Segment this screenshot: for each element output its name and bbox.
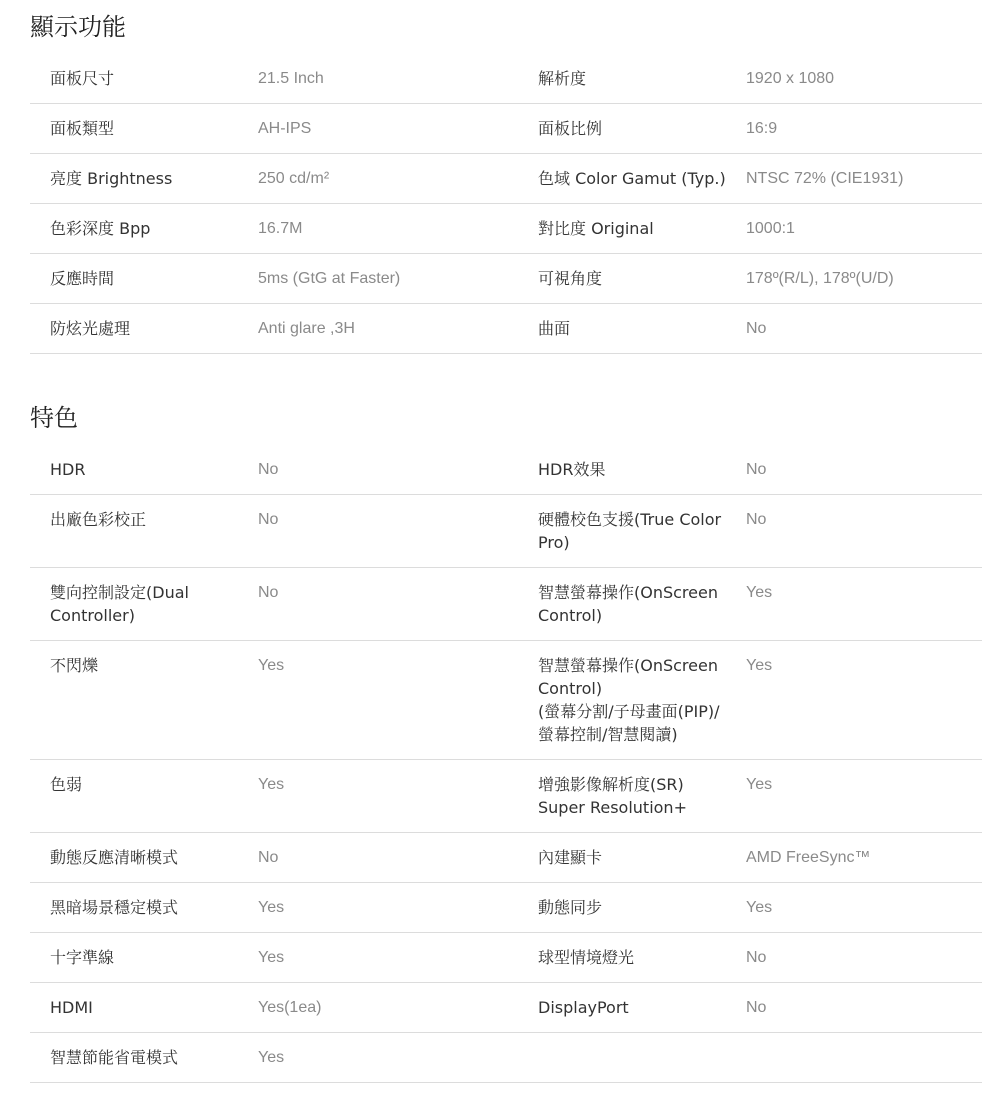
features-section — [30, 403, 982, 1083]
spec-row — [30, 883, 982, 933]
spec-value: Yes — [258, 657, 285, 674]
spec-label: 內建顯卡 — [538, 848, 603, 867]
spec-label: 亮度 Brightness — [50, 169, 173, 188]
spec-row — [30, 54, 982, 104]
spec-row — [30, 104, 982, 154]
spec-label: HDR — [50, 460, 86, 479]
features-spec-table — [30, 445, 982, 1083]
spec-row — [30, 445, 982, 495]
spec-label: 球型情境燈光 — [538, 948, 635, 967]
spec-value — [746, 1033, 982, 1082]
spec-label: 色彩深度 Bpp — [50, 219, 151, 238]
spec-value: No — [746, 999, 767, 1016]
spec-value: No — [746, 949, 767, 966]
spec-row — [30, 1033, 982, 1083]
spec-label: 曲面 — [538, 319, 571, 338]
spec-label: 不閃爍 — [50, 656, 99, 675]
spec-label: 色域 Color Gamut (Typ.) — [538, 169, 726, 188]
spec-value: Yes — [258, 776, 285, 793]
spec-value: 16:9 — [746, 120, 778, 137]
spec-value: AMD FreeSync™ — [746, 849, 871, 866]
spec-label: 面板比例 — [538, 119, 603, 138]
spec-label: 面板尺寸 — [50, 69, 115, 88]
spec-value: 178º(R/L), 178º(U/D) — [746, 270, 894, 287]
spec-label: 硬體校色支援(True Color Pro) — [538, 510, 722, 552]
spec-value: Yes — [746, 899, 773, 916]
spec-value: NTSC 72% (CIE1931) — [746, 170, 904, 187]
spec-label: 出廠色彩校正 — [50, 510, 147, 529]
spec-row — [30, 204, 982, 254]
spec-label: 可視角度 — [538, 269, 603, 288]
spec-value: No — [258, 511, 279, 528]
spec-row — [30, 495, 982, 568]
spec-value: No — [746, 320, 767, 337]
spec-row — [30, 983, 982, 1033]
spec-label: 黑暗場景穩定模式 — [50, 898, 179, 917]
spec-row — [30, 254, 982, 304]
section-title-features: 特色 — [30, 404, 78, 432]
spec-value: 5ms (GtG at Faster) — [258, 270, 401, 287]
spec-value: No — [746, 461, 767, 478]
spec-label: 面板類型 — [50, 119, 115, 138]
spec-value: Yes — [746, 584, 773, 601]
spec-value: Yes — [258, 899, 285, 916]
spec-label: 動態同步 — [538, 898, 603, 917]
display-spec-table — [30, 54, 982, 354]
spec-label: 防炫光處理 — [50, 319, 131, 338]
spec-row — [30, 933, 982, 983]
spec-label: HDMI — [50, 998, 93, 1017]
spec-label: 智慧螢幕操作(OnScreen Control) — [538, 583, 718, 625]
spec-label: 智慧節能省電模式 — [50, 1048, 179, 1067]
spec-value: No — [746, 511, 767, 528]
spec-row — [30, 833, 982, 883]
spec-value: 16.7M — [258, 220, 303, 237]
spec-label: 雙向控制設定(Dual Controller) — [50, 583, 189, 625]
spec-label: 色弱 — [50, 775, 83, 794]
spec-value: No — [258, 849, 279, 866]
spec-label — [538, 1033, 746, 1082]
spec-value: 1000:1 — [746, 220, 795, 237]
spec-label: 增強影像解析度(SR) Super Resolution+ — [538, 775, 687, 817]
spec-value: No — [258, 584, 279, 601]
spec-value: Yes — [746, 776, 773, 793]
spec-label: 動態反應清晰模式 — [50, 848, 179, 867]
spec-value: Yes(1ea) — [258, 999, 322, 1016]
display-section — [30, 12, 982, 354]
spec-row — [30, 304, 982, 354]
spec-value: Yes — [258, 1049, 285, 1066]
section-title-display: 顯示功能 — [30, 13, 126, 41]
spec-value: Anti glare ,3H — [258, 320, 355, 337]
spec-label: HDR效果 — [538, 460, 606, 479]
spec-label: 反應時間 — [50, 269, 115, 288]
spec-row — [30, 154, 982, 204]
spec-value: 21.5 Inch — [258, 70, 324, 87]
spec-label: DisplayPort — [538, 998, 629, 1017]
spec-label: 對比度 Original — [538, 219, 654, 238]
spec-value: No — [258, 461, 279, 478]
spec-value: AH-IPS — [258, 120, 312, 137]
spec-value: Yes — [746, 657, 773, 674]
spec-label: 智慧螢幕操作(OnScreen Control) (螢幕分割/子母畫面(PIP)/ 螢幕控制/智慧閱讀) — [538, 656, 720, 744]
spec-value: 1920 x 1080 — [746, 70, 835, 87]
spec-row — [30, 760, 982, 833]
spec-label: 十字準線 — [50, 948, 115, 967]
spec-label: 解析度 — [538, 69, 587, 88]
spec-row — [30, 641, 982, 760]
spec-value: Yes — [258, 949, 285, 966]
spec-row — [30, 568, 982, 641]
spec-value: 250 cd/m² — [258, 170, 330, 187]
